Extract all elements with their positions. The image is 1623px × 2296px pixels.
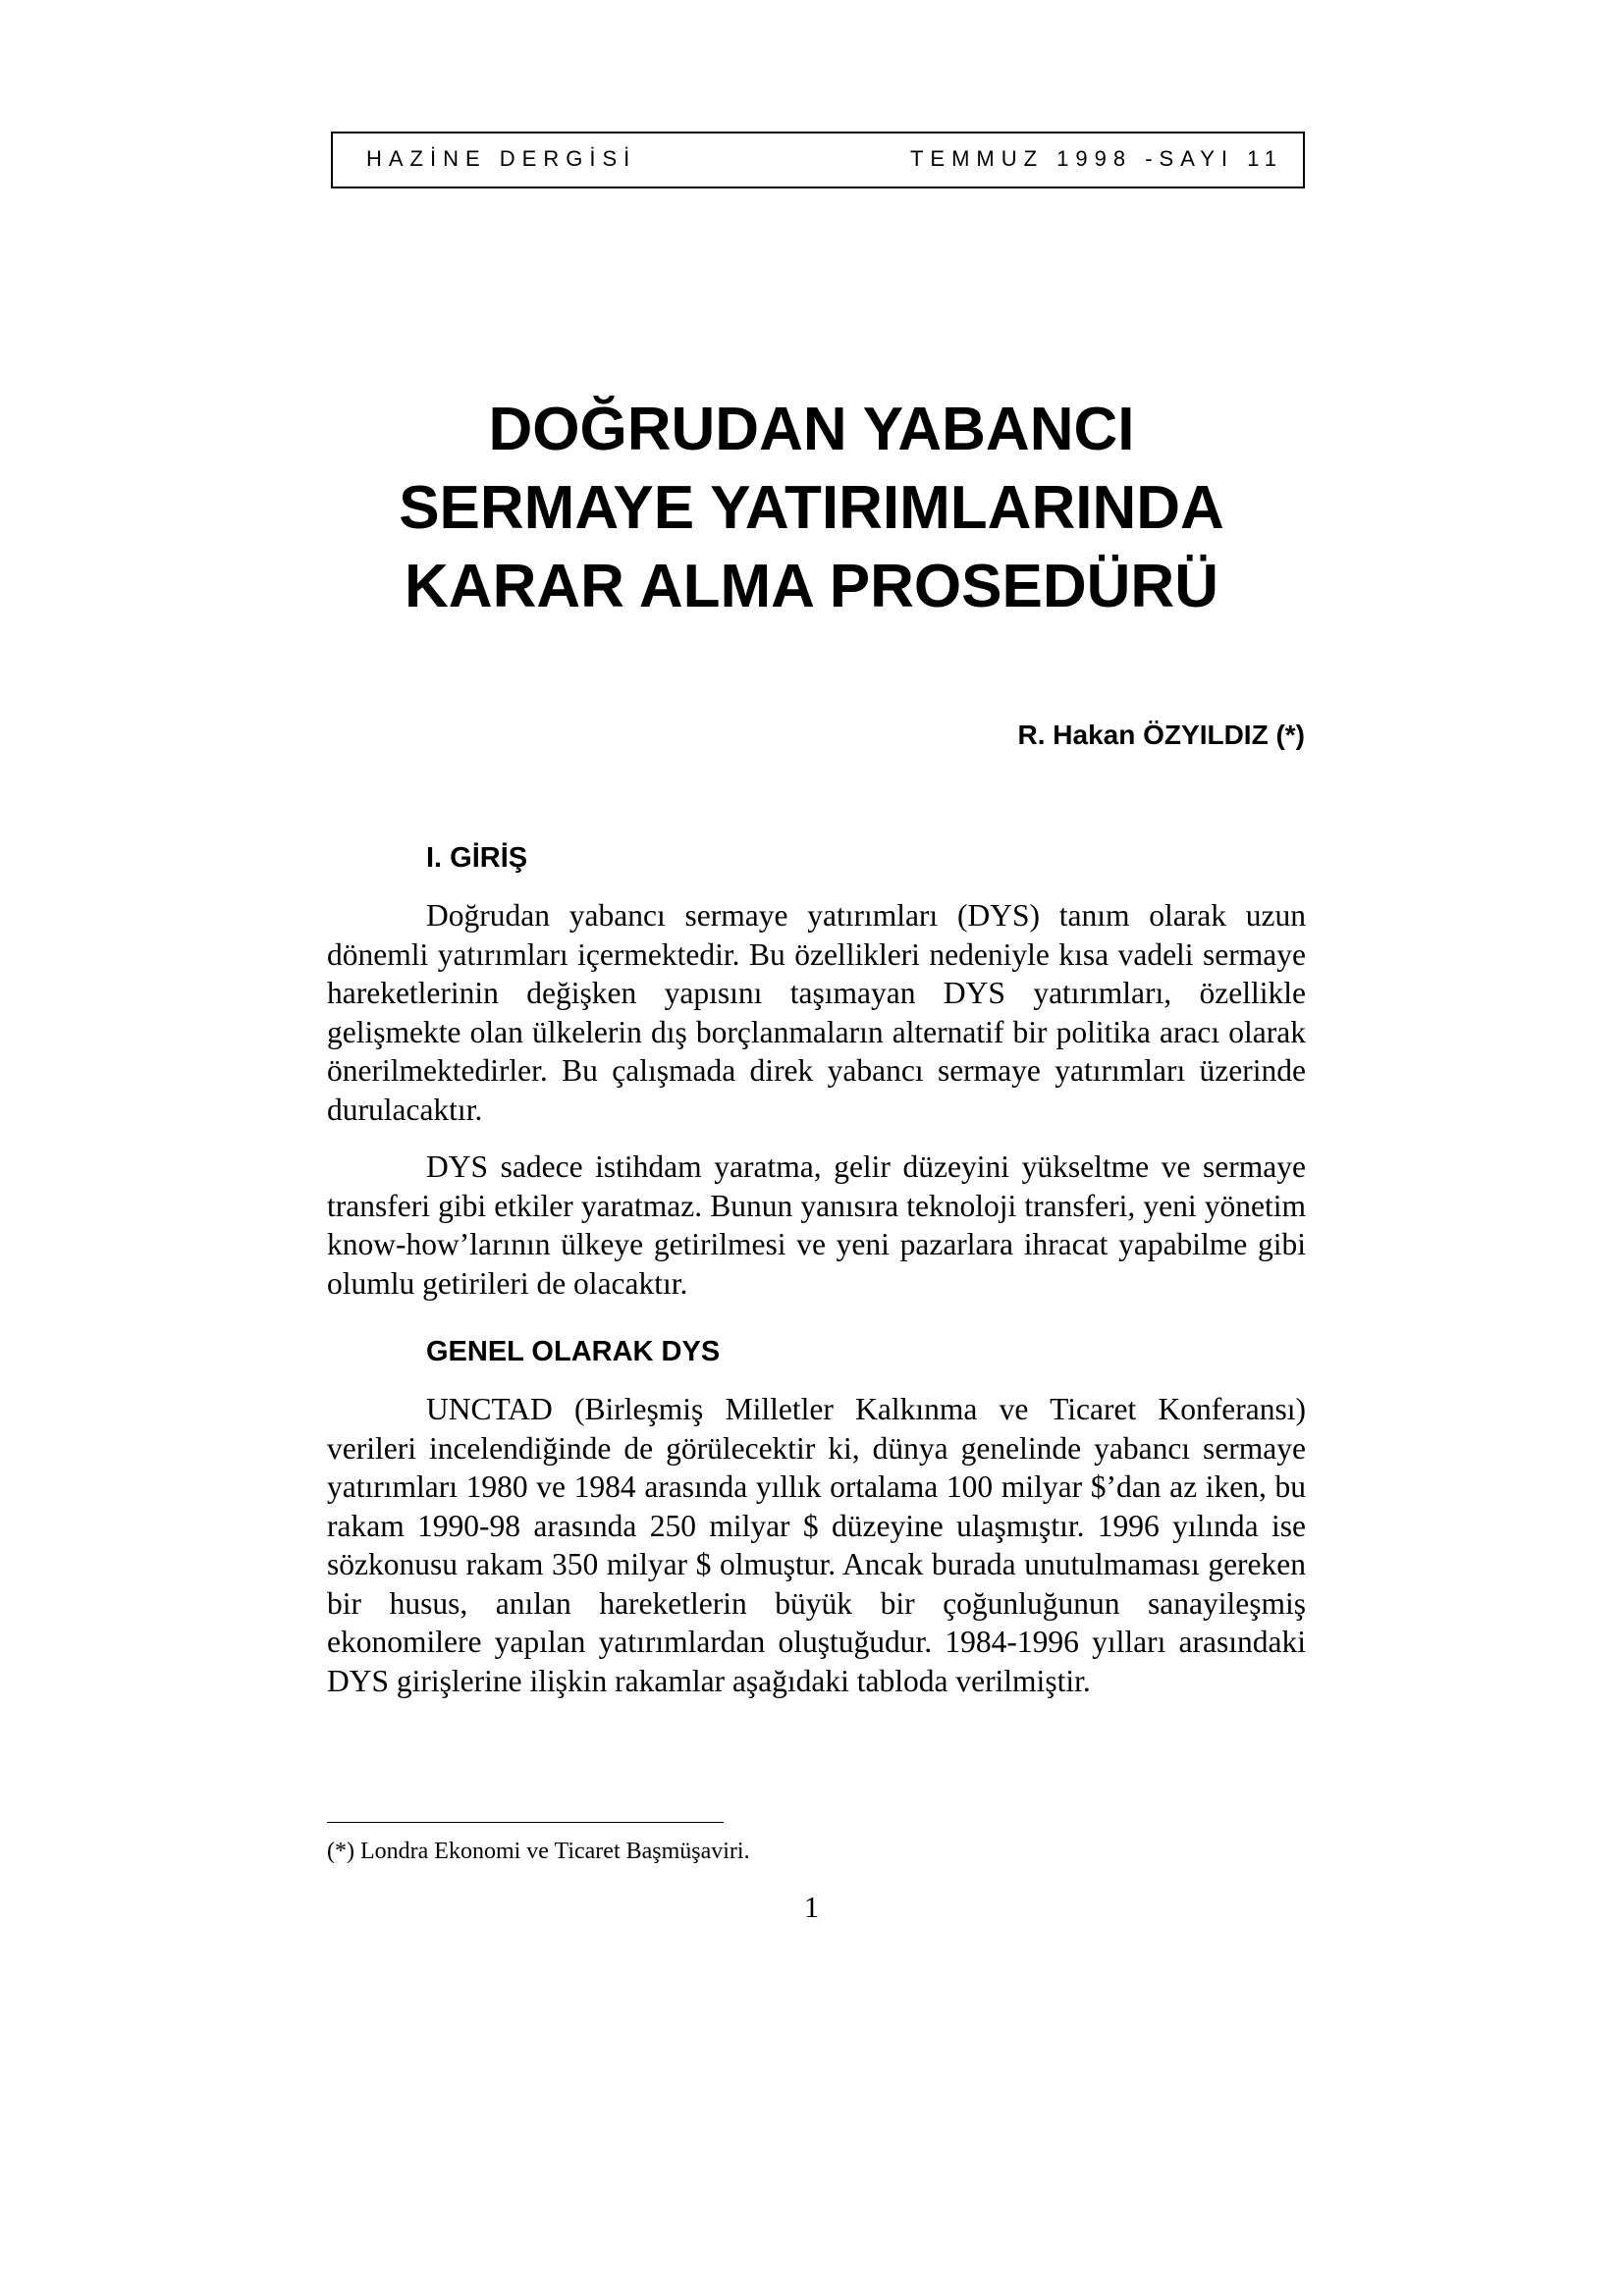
title-line-2: SERMAYE YATIRIMLARINDA — [399, 474, 1224, 542]
title-line-1: DOĞRUDAN YABANCI — [488, 396, 1135, 463]
title-line-3: KARAR ALMA PROSEDÜRÜ — [405, 553, 1218, 620]
journal-header — [331, 132, 1305, 188]
section-heading-genel: GENEL OLARAK DYS — [426, 1336, 721, 1367]
paragraph-intro-2: DYS sadece istihdam yaratma, gelir düzeyini yükseltme ve sermaye transferi gibi etkiler yaratmaz. Bunun yanısıra teknoloji transferi, yeni yönetim know-how’larının ülkeye getirilmesi ve yeni pazarlara ihracat yapabilme gibi olumlu getirileri de olacaktır. — [327, 1149, 1306, 1301]
author-name: R. Hakan ÖZYILDIZ (*) — [1017, 720, 1305, 750]
paragraph-genel-1: UNCTAD (Birleşmiş Milletler Kalkınma ve Ticaret Konferansı) verileri incelendiğinde de görülecektir ki, dünya genelinde yabancı sermaye yatırımları 1980 ve 1984 arasında yıllık ortalama 100 milyar $’dan az iken, bu rakam 1990-98 arasında 250 milyar $ düzeyine ulaşmıştır. 1996 yılında ise sözkonusu rakam 350 milyar $ olmuştur. Ancak burada unutulmaması gereken bir husus, anılan hareketlerin büyük bir çoğunluğunun sanayileşmiş ekonomilere yapılan yatırımlardan oluştuğudur. 1984-1996 yılları arasındaki DYS girişlerine ilişkin rakamlar aşağıdaki tabloda verilmiştir. — [327, 1392, 1306, 1698]
article-title — [295, 391, 1328, 626]
paragraph-intro-1: Doğrudan yabancı sermaye yatırımları (DYS) tanım olarak uzun dönemli yatırımları içermektedir. Bu özellikleri nedeniyle kısa vadeli sermaye hareketlerinin değişken yapısını taşımayan DYS yatırımları, özellikle gelişmekte olan ülkelerin dış borçlanmaların alternatif bir politika aracı olarak önerilmektedirler. Bu çalışmada direk yabancı sermaye yatırımları üzerinde durulacaktır. — [327, 898, 1306, 1127]
footnote-divider — [327, 1822, 724, 1823]
page-number: 1 — [803, 1890, 820, 1924]
journal-name: HAZİNE DERGİSİ — [366, 146, 637, 171]
issue-info: TEMMUZ 1998 -SAYI 11 — [909, 146, 1283, 171]
footnote-text: (*) Londra Ekonomi ve Ticaret Başmüşaviri. — [327, 1839, 750, 1864]
section-heading-giris: I. GİRİŞ — [426, 842, 528, 874]
